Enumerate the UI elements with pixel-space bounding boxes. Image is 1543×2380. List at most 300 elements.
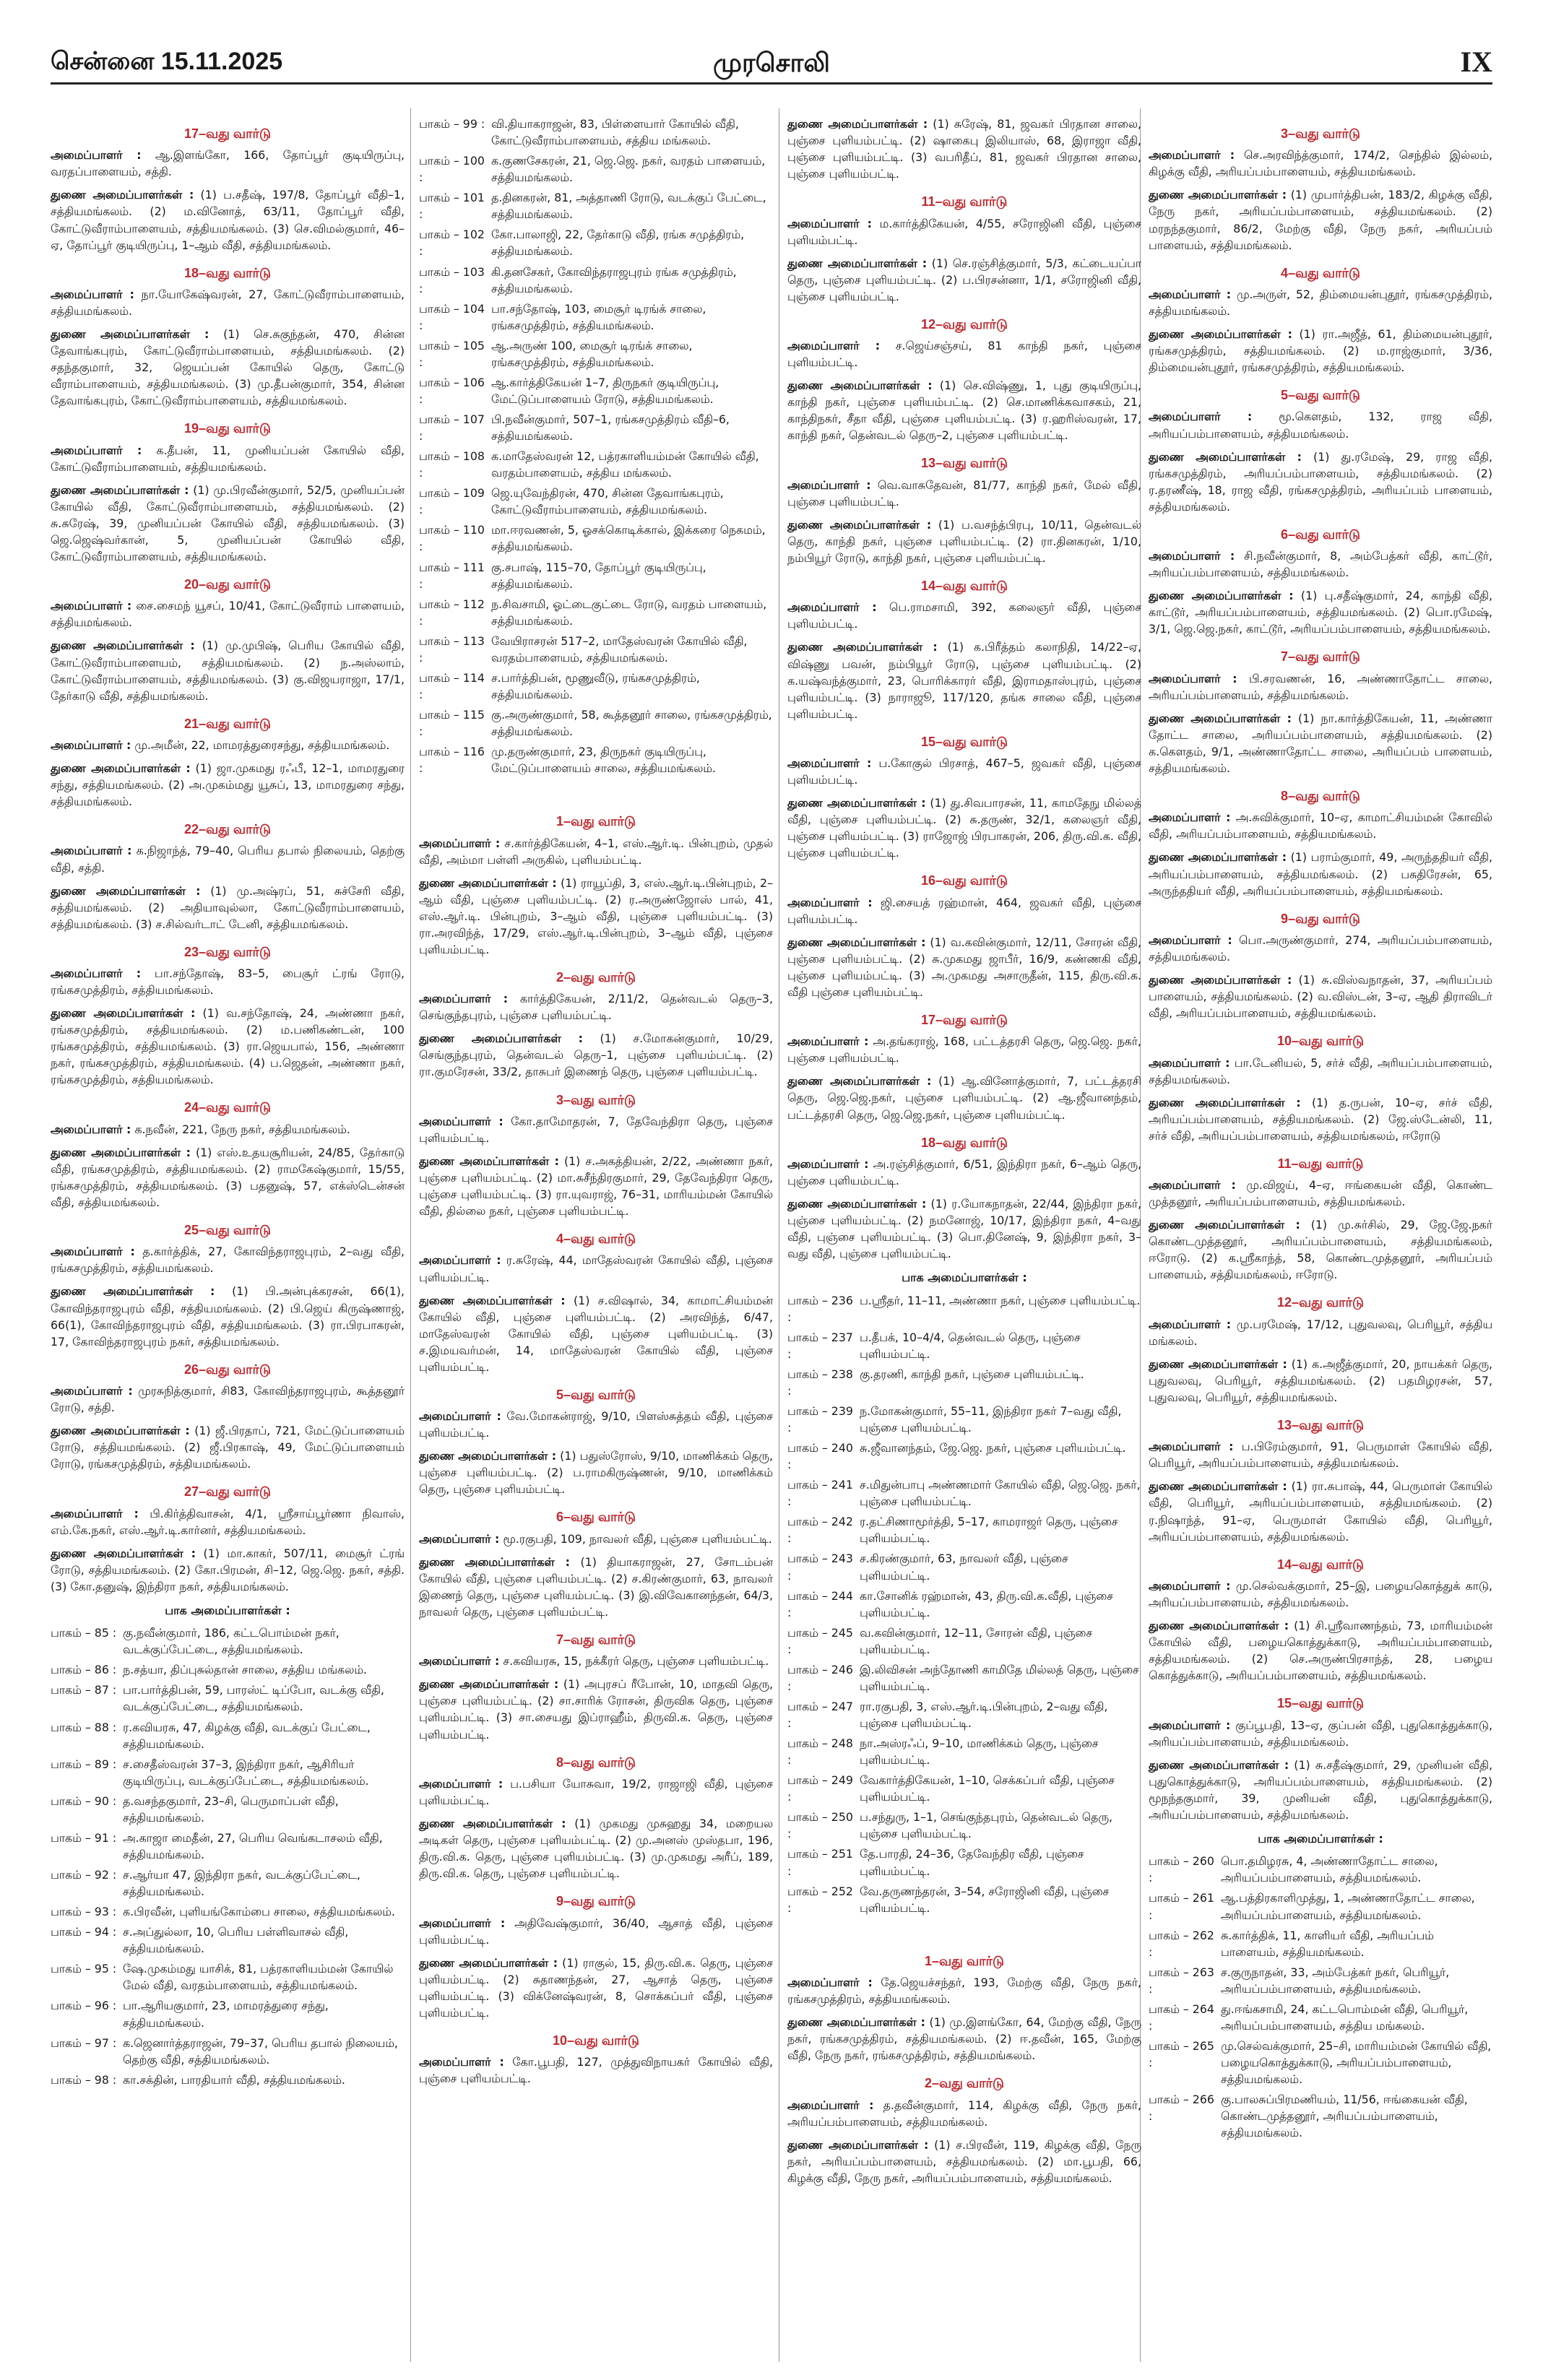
booth-entry [787,1883,1141,1916]
booth-entry [51,2072,405,2088]
ward-heading: 5–வது வார்டு [556,1387,636,1402]
booth-details: பா.ஆரியகுமார், 23, மாமரத்துரை சந்து, சத்தியமங்கலம். [123,1999,329,2030]
member-entry [1149,1578,1492,1611]
ward-heading: 12–வது வார்டு [921,316,1008,332]
role-label: அமைப்பாளர் : [1149,671,1237,685]
booth-entry [419,337,773,371]
ward-heading: 20–வது வார்டு [184,577,271,592]
booth-number: பாகம் – 91 : [51,1830,117,1845]
member-details: ம.கார்த்திகேயன், 4/55, சரோஜினி வீதி, புஞ்சை புளியம்பட்டி. [787,216,1141,247]
booth-details: ச.சைதீஸ்வரன் 37–3, இந்திரா நகர், ஆசிரியர் குடியிருப்பு, வடக்குப்பேட்டை, சத்தியமங்கலம். [123,1757,369,1788]
role-label: துணை அமைப்பாளர்கள் : [1149,1218,1300,1232]
member-entry [51,760,405,810]
booth-number: பாகம் – 240 : [787,1441,853,1472]
role-label: துணை அமைப்பாளர்கள் : [1149,589,1294,603]
booth-details: பி.நவீன்குமார், 507–1, ரங்கசமுத்திரம் வீதி–6, சத்தியமங்கலம். [491,412,730,443]
booth-number: பாகம் – 107 : [419,412,485,443]
booth-entry [419,300,773,334]
role-label: அமைப்பாளர் : [51,1245,135,1259]
booth-number: பாகம் – 104 : [419,301,485,332]
booth-number: பாகம் – 236 : [787,1293,853,1324]
role-label: அமைப்பாளர் : [1149,410,1253,424]
booth-entry [419,522,773,555]
member-entry [51,597,405,631]
booth-number: பாகம் – 101 : [419,191,485,222]
member-details: (1) வ.கவின்குமார், 12/11, சோரன் வீதி, புஞ்சை புளியம்பட்டி. (2) சு.முகமது ஜாபீர், 16/9, கண்ணகி வீதி, புஞ்சை புளியம்பட்டி. (3) அ.முகமது அசாருதீன், 115, திரு.வி.க. வீதி புஞ்சை புளியம்பட்டி. [787,935,1141,999]
booth-entry [1149,1927,1492,1960]
booth-details: கு.நவீன்குமார், 186, கட்டபொம்மன் நகர், வடக்குப்பேட்டை, சத்தியமங்கலம். [123,1626,340,1657]
role-label: அமைப்பாளர் : [1149,1718,1231,1732]
ward-heading: 19–வது வார்டு [184,421,271,436]
section-spacer [419,780,773,802]
role-label: துணை அமைப்பாளர்கள் : [419,1554,570,1569]
ward-heading: 15–வது வார்டு [1277,1696,1364,1711]
booth-entry [787,1550,1141,1583]
role-label: துணை அமைப்பாளர்கள் : [419,1955,558,1970]
booth-number: பாகம் – 244 : [787,1588,853,1619]
booth-details: அ.காஜா மைதீன், 27, பெரிய வெங்கடாசலம் வீதி, சத்தியமங்கலம். [123,1830,383,1861]
member-entry [419,1531,773,1547]
ward-heading: 8–வது வார்டு [1281,789,1360,804]
booth-details: வ.கவின்குமார், 12–11, சோரன் வீதி, புஞ்சை புளியம்பட்டி. [860,1625,1093,1656]
role-label: துணை அமைப்பாளர்கள் : [51,761,191,776]
member-entry [51,965,405,998]
member-details: (1) ர.யோகநாதன், 22/44, இந்திரா நகர், புஞ்சை புளியம்பட்டி. (2) நமனோஜ், 10/17, இந்திரா நகர், 4–வது வீதி, புஞ்சை புளியம்பட்டி. (3) பொ.தினேஷ், 9, இந்திரா நகர், 3–வது வீதி, புஞ்சை புளியம்பட்டி. [787,1197,1142,1261]
role-label: துணை அமைப்பாளர்கள் : [787,378,933,393]
role-label: அமைப்பாளர் : [51,599,132,613]
member-entry [51,482,405,565]
booth-entry [1149,1964,1492,1997]
member-entry [787,755,1141,788]
member-details: அ.தங்கராஜ், 168, பட்டத்தரசி தெரு, ஜெ.ஜெ. நகர், புஞ்சை புளியம்பட்டி. [787,1034,1141,1065]
role-label: அமைப்பாளர் : [787,339,881,353]
booth-number: பாகம் – 110 : [419,523,485,554]
member-entry [419,1448,773,1497]
member-entry [1149,1478,1492,1544]
member-details: மூ.கௌதம், 132, ராஜ வீதி, அரியப்பம்பாளையம், சத்தியமங்கலம். [1149,410,1492,441]
member-details: (1) ராகுல், 15, திரு.வி.க. தெரு, புஞ்சை புளியம்பட்டி. (2) சுதாணந்தன், 27, ஆசாத் தெரு, புஞ்சை புளியம்பட்டி. (3) விக்னேஷ்வரன், 8, சொக்கப்பர் வீதி, புஞ்சை புளியம்பட்டி. [419,1955,773,2020]
ward-heading: 24–வது வார்டு [184,1100,271,1115]
ward-heading: 9–வது வார்டு [556,1894,636,1909]
booth-details: கு.பாலசுப்பிரமணியம், 11/56, ஈங்கையன் வீதி, கொண்டமுத்தனூர், அரியப்பம்பாளையம், சத்தியமங்கலம். [1221,2093,1468,2140]
ward-heading: 3–வது வார்டு [556,1092,636,1107]
booth-entry [1149,2091,1492,2141]
member-details: (1) சி.ஸ்ரீவாணந்தம், 73, மாரியம்மன் கோயில் வீதி, பழையகொத்துக்காடு, அரியப்பம்பாளையம், சத்தியமங்கலம். (2) செ.அருண்பிரசாந்த், 28, பழைய கொத்துக்காடு, அரியப்பம்பாளையம், சத்தியமங்கலம். [1149,1619,1492,1683]
booth-number: பாகம் – 115 : [419,708,485,739]
booth-entry [419,116,773,149]
booth-entry [1149,1890,1492,1923]
booth-entry [419,374,773,407]
member-entry [51,637,405,704]
member-details: கார்த்திகேயன், 2/11/2, தென்வடல் தெரு–3, செங்குந்தபுரம், புஞ்சை புளியம்பட்டி. [419,992,773,1023]
ward-heading: 26–வது வார்டு [184,1362,271,1377]
column-3 [787,116,1141,2193]
member-details: ச.கார்த்திகேயன், 4–1, எஸ்.ஆர்.டி. பின்புறம், முதல் வீதி, அம்மா பள்ளி அருகில், புளியம்பட்டி. [419,836,773,867]
booth-entry [419,448,773,481]
booth-entry [419,226,773,259]
booth-number: பாகம் – 243 : [787,1552,853,1583]
booth-details: வே.தருணந்தரன், 3–54, சரோஜினி வீதி, புஞ்சை புளியம்பட்டி. [860,1884,1110,1915]
member-entry [787,639,1141,722]
booth-number: பாகம் – 251 : [787,1847,853,1878]
member-entry [1149,1216,1492,1283]
booth-details: க.மாதேஸ்வரன் 12, பத்ரகாளியம்மன் கோயில் வீதி, வரதம்பாளையம், சத்திய மங்கலம். [491,449,759,480]
member-details: (1) ச.மோகன்குமார், 10/29, செங்குந்தபுரம், தென்வடல் தெரு–1, புஞ்சை புளியம்பட்டி. (2) ரா.குமரேசன், 33/2, தாசுபர் இணைந் தெரு, புஞ்சை புளியம்பட்டி. [419,1031,773,1079]
member-details: மு.அருள், 52, திம்மையன்புதூர், ரங்கசமுத்திரம், சத்தியமங்கலம். [1149,287,1492,318]
booth-details: ஆ.அருண் 100, மைசூர் டிரங்க் சாலை, ரங்கசமுத்திரம், சத்தியமங்கலம். [491,338,693,369]
member-details: பா.சந்தோஷ், 83–5, பைசூர் ட்ரங் ரோடு, ரங்கசமுத்திரம், சத்தியமங்கலம். [51,966,405,998]
member-entry [1149,587,1492,637]
role-label: அமைப்பாளர் : [51,1122,131,1136]
role-label: அமைப்பாளர் : [1149,1178,1236,1193]
booth-entry [51,1830,405,1863]
booth-number: பாகம் – 266 : [1149,2093,1214,2124]
section-heading: பாக அமைப்பாளர்கள் : [165,1603,290,1617]
booth-details: ஷே.முகம்மது யாசிக், 81, பத்ரகாளியம்மன் கோயில் மேல் வீதி, வரதம்பாளையம், சத்தியமங்கலம். [123,1962,394,1993]
booth-entry [419,743,773,776]
ward-heading: 22–வது வார்டு [184,822,271,837]
role-label: அமைப்பாளர் : [1149,1578,1231,1593]
member-entry [51,1505,405,1539]
member-details: பொ.அருண்குமார், 274, அரியப்பம்பாளையம், சத்தியமங்கலம். [1149,932,1492,964]
role-label: அமைப்பாளர் : [1149,932,1232,947]
booth-number: பாகம் – 97 : [51,2035,117,2050]
member-details: (1) பதுஸ்ரோஸ், 9/10, மாணிக்கம் தெரு, புஞ்சை புளியம்பட்டி. (2) ப.ராமகிருஷ்ணன், 9/10, மாணிக்கம் தெரு, புஞ்சை புளியம்பட்டி. [419,1449,773,1497]
booth-entry [419,559,773,592]
member-entry [1149,1094,1492,1144]
member-entry [51,1382,405,1416]
role-label: துணை அமைப்பாளர்கள் : [787,117,928,131]
booth-number: பாகம் – 100 : [419,154,485,185]
member-details: மூ.ரகுபதி, 109, நாவலர் வீதி, புஞ்சை புளியம்பட்டி. [499,1531,772,1546]
ward-heading: 5–வது வார்டு [1281,388,1360,403]
ward-heading: 18–வது வார்டு [184,265,271,280]
booth-entry [51,1997,405,2030]
member-entry [419,1653,773,1669]
role-label: துணை அமைப்பாளர்கள் : [787,2015,925,2030]
member-entry [787,934,1141,1000]
booth-number: பாகம் – 108 : [419,449,485,480]
booth-number: பாகம் – 106 : [419,375,485,406]
booth-number: பாகம் – 86 : [51,1663,117,1677]
role-label: துணை அமைப்பாளர்கள் : [787,2137,929,2152]
booth-number: பாகம் – 92 : [51,1868,117,1882]
member-entry [1149,710,1492,776]
booth-entry [51,2035,405,2068]
member-entry [787,215,1141,248]
member-details: க.நிஜாந்த், 79–40, பெரிய தபால் நிலையம், தெற்கு வீதி, சத்தி. [51,844,405,875]
member-details: பி.கிர்த்திவாசன், 4/1, ஸ்ரீசாய்பூர்ணா நிவாஸ், எம்.கே.நகர், எஸ்.ஆர்.டி.கார்னர், சத்தியமங்கலம். [51,1506,405,1537]
member-entry [51,1121,405,1138]
member-entry [51,442,405,475]
booth-number: பாகம் – 247 : [787,1699,853,1731]
booth-entry [787,1588,1141,1621]
member-details: (1) செ.ரஞ்சித்குமார், 5/3, கட்டையப்பா தெரு, புஞ்சை புளியம்பட்டி. (2) ப.பிரசன்னா, 1/1, சரோஜினி வீதி, புஞ்சை புளியம்பட்டி. [787,256,1141,303]
column-divider [410,108,411,2362]
member-entry [787,795,1141,861]
member-entry [787,377,1141,443]
ward-heading: 4–வது வார்டு [556,1232,636,1247]
member-details: கோ.தாமோதரன், 7, தேவேந்திரா தெரு, புஞ்சை புளியம்பட்டி. [419,1114,773,1145]
role-label: அமைப்பாளர் : [787,1976,873,1989]
member-entry [1149,1055,1492,1088]
booth-entry [419,485,773,518]
booth-number: பாகம் – 94 : [51,1925,117,1939]
member-details: (1) ப.சதீஷ், 197/8, தோப்பூர் வீதி–1, சத்தியமங்கலம். (2) ம.வினோத், 63/11, தோப்பூர் வீதி, கோட்டுவீராம்பாளையம், சத்தியமங்கலம். (3) செ.விமல்குமார், 46–ஏ, தோப்பூர் குடியிருப்பு, 1–ஆம் வீதி, சத்தியமங்கலம். [51,188,405,252]
ward-heading: 13–வது வார்டு [1277,1418,1364,1433]
header-rule [51,82,1492,85]
member-details: (1) எஸ்.உதயசூரியன், 24/85, தேர்காடு வீதி, ரங்கசமுத்திரம், சத்தியமங்கலம். (2) ராமகேஷ்குமார், 15/55, ரங்கசமுத்திரம், சத்தியமங்கலம். (3) பதனுஷ், 57, எக்ஸ்டென்சன் வீதி, சத்தியமங்கலம். [51,1145,405,1209]
booth-entry [787,1735,1141,1768]
member-details: மு.விஜய், 4–ஏ, ஈங்கையன் வீதி, கொண்ட முத்தனூர், அரியப்பம்பாளையம், சத்தியமங்கலம். [1149,1178,1492,1209]
role-label: துணை அமைப்பாளர்கள் : [1149,1619,1289,1633]
booth-details: மு.செல்வக்குமார், 25–சி, மாரியம்மன் கோயில் வீதி, பழையகொத்துக்காடு, அரியப்பம்பாளையம், சத்தியமங்கலம். [1221,2038,1492,2087]
booth-details: கா.சோனிக் ரஹ்மான், 43, திரு.வி.க.வீதி, புஞ்சை புளியம்பட்டி. [860,1588,1113,1619]
booth-entry [419,596,773,629]
member-details: (1) து.சிவபாரசன், 11, காமதேநு மில்லத் வீதி, புஞ்சை புளியம்பட்டி. (2) சு.தருண், 32/1, கலைஞர் வீதி, புஞ்சை புளியம்பட்டி. (3) ராஜோஜ் பிரபாகரன், 206, திரு.வி.க. வீதி, புஞ்சை புளியம்பட்டி. [787,796,1141,860]
booth-details: பா.சந்தோஷ், 103, மைசூர் டிரங்க் சாலை, ரங்கசமுத்திரம், சத்தியமங்கலம். [491,301,706,332]
ward-heading: 12–வது வார்டு [1277,1295,1364,1310]
member-details: ர.சுரேஷ், 44, மாதேஸ்வரன் கோயில் வீதி, புஞ்சை புளியம்பட்டி. [419,1253,773,1284]
role-label: துணை அமைப்பாளர்கள் : [1149,850,1287,865]
booth-number: பாகம் – 114 : [419,670,485,701]
booth-number: பாகம் – 95 : [51,1962,117,1976]
role-label: அமைப்பாளர் : [419,1114,503,1128]
member-details: நா.யோகேஷ்வரன், 27, கோட்டுவீராம்பாளையம், சத்தியமங்கலம். [51,287,405,318]
booth-number: பாகம் – 237 : [787,1330,853,1361]
booth-entry [787,1698,1141,1731]
booth-number: பாகம் – 260 : [1149,1854,1214,1885]
member-details: ப.பிரேம்குமார், 91, பெருமாள் கோயில் வீதி, பெரியூர், அரியப்பம்பாளையம், சத்தியமங்கலம். [1149,1440,1493,1471]
member-details: ச.கவியரசு, 15, நக்கீரர் தெரு, புஞ்சை புளியம்பட்டி. [499,1654,769,1669]
booth-number: பாகம் – 250 : [787,1810,853,1841]
ward-heading: 18–வது வார்டு [921,1135,1008,1150]
member-details: (1) ப.வசந்த்பிரபு, 10/11, தென்வடல் தெரு, காந்தி நகர், புஞ்சை புளியம்பட்டி. (2) ரா.தினகரன், 1/10, நம்பியூர் ரோடு, காந்தி நகர், புஞ்சை புளியம்பட்டி. [787,517,1141,565]
booth-details: வேகார்த்திகேயன், 1–10, செக்கப்பர் வீதி, புஞ்சை புளியம்பட்டி. [860,1773,1115,1804]
member-entry [419,1408,773,1441]
member-entry [787,116,1141,182]
member-details: அ.ரஞ்சித்குமார், 6/51, இந்திரா நகர், 6–ஆம் தெரு, புஞ்சை புளியம்பட்டி. [787,1156,1141,1187]
role-label: துணை அமைப்பாளர்கள் : [1149,1095,1301,1109]
booth-entry [419,189,773,222]
role-label: அமைப்பாளர் : [787,2098,874,2112]
member-entry [419,835,773,868]
ward-heading: 4–வது வார்டு [1281,265,1360,280]
ward-heading: 6–வது வார்டு [556,1510,636,1525]
booth-entry [51,1719,405,1752]
member-entry [1149,972,1492,1021]
ward-heading: 10–வது வார்டு [553,2033,639,2048]
ward-heading: 17–வது வார்டு [921,1013,1008,1028]
role-label: அமைப்பாளர் : [787,756,872,771]
booth-details: சு.கார்த்திக், 11, காளியர் வீதி, அரியப்பம் பாளையம், சத்தியமங்கலம். [1221,1928,1434,1959]
role-label: அமைப்பாளர் : [1149,810,1231,825]
ward-heading: 1–வது வார்டு [556,814,636,829]
booth-details: க.பிரவீன், புளியங்கோம்பை சாலை, சத்தியமங்கலம். [123,1905,395,1919]
ward-heading: 16–வது வார்டு [921,873,1008,888]
role-label: அமைப்பாளர் : [51,1506,139,1520]
newspaper-title: முரசொலி [713,48,830,77]
masthead [0,0,1543,79]
booth-number: பாகம் – 88 : [51,1720,117,1734]
member-entry [51,1545,405,1595]
booth-entry [1149,1853,1492,1886]
member-details: க.தீபன், 11, முனியப்பன் கோயில் வீதி, கோட்டுவீராம்பாளையம், சத்தியமங்கலம். [51,443,405,474]
booth-details: ச.மிதுன்பாபு அண்ணமார் கோயில் வீதி, ஜெ.ஜெ. நகர், புஞ்சை புளியம்பட்டி. [860,1478,1141,1509]
booth-entry [787,1845,1141,1879]
member-entry [419,1775,773,1809]
member-details: குப்பூபதி, 13–ஏ, குப்பன் வீதி, புதுகொத்துக்காடு, அரியப்பம்பாளையம், சத்தியமங்கலம். [1149,1718,1492,1749]
section-heading: பாக அமைப்பாளர்கள் : [1258,1831,1383,1845]
member-entry [51,1144,405,1211]
role-label: அமைப்பாளர் : [787,1034,869,1049]
member-details: (1) சு.விஸ்வநாதன், 37, அரியப்பம் பாளையம், சத்தியமங்கலம். (2) வ.விஸ்டன், 3–ஏ, ஆதி திராவிடர் வீதி, அரியப்பம்பாளையம், சத்தியமங்கலம். [1149,973,1492,1021]
role-label: அமைப்பாளர் : [1149,287,1232,301]
booth-entry [51,1756,405,1789]
booth-number: பாகம் – 99 : [419,117,485,131]
booth-number: பாகம் – 96 : [51,1999,117,2013]
booth-entry [51,1793,405,1826]
booth-entry [787,1809,1141,1842]
role-label: துணை அமைப்பாளர்கள் : [419,1817,566,1830]
member-entry [1149,1438,1492,1471]
booth-entry [787,1366,1141,1399]
ward-heading: 25–வது வார்டு [184,1223,271,1238]
member-entry [1149,1757,1492,1823]
member-details: அ.சுவிக்குமார், 10–ஏ, காமாட்சியம்மன் கோவில் வீதி, அரியப்பம்பாளையம், சத்தியமங்கலம். [1149,810,1492,841]
member-entry [1149,1617,1492,1684]
booth-number: பாகம் – 111 : [419,560,485,591]
member-details: (1) முபார்த்திபன், 183/2, கிழக்கு வீதி, நேரு நகர், அரியப்பம்பாளையம், சத்தியமங்கலம். (2) மரநந்தகுமார், 86/2, மேற்கு வீதி, நேரு நகர், அரியப்பம் பாளையம், சத்தியமங்கலம். [1149,188,1492,252]
member-entry [51,1243,405,1276]
member-details: ப.கோகுல் பிரசாத், 467–5, ஜவகர் வீதி, புஞ்சை புளியம்பட்டி. [787,756,1141,787]
booth-details: ரா.ரகுபதி, 3, எஸ்.ஆர்.டி.பின்புறம், 2–வது வீதி, புஞ்சை புளியம்பட்டி. [860,1699,1108,1731]
booth-number: பாகம் – 98 : [51,2072,117,2087]
role-label: அமைப்பாளர் : [419,1916,506,1930]
member-entry [787,894,1141,927]
member-entry [1149,1356,1492,1406]
member-entry [787,255,1141,305]
member-entry [1149,449,1492,515]
booth-entry [787,1403,1141,1436]
member-details: தே.ஜெயச்சந்தர், 193, மேற்கு வீதி, நேரு நகர், ரங்கசமுத்திரம், சத்தியமங்கலம். [787,1976,1141,2007]
ward-heading: 14–வது வார்டு [1277,1557,1364,1572]
booth-details: ப.தீபக், 10–4/4, தென்வடல் தெரு, புஞ்சை புளியம்பட்டி. [860,1330,1081,1361]
role-label: துணை அமைப்பாளர்கள் : [419,1154,559,1168]
ward-heading: 23–வது வார்டு [184,944,271,959]
role-label: துணை அமைப்பாளர்கள் : [51,327,209,342]
role-label: துணை அமைப்பாளர்கள் : [51,1006,196,1021]
ward-heading: 27–வது வார்டு [184,1484,271,1500]
ward-heading: 7–வது வார்டு [556,1632,636,1648]
booth-details: க.குணசேகரன், 21, ஜெ.ஜெ. நகர், வரதம் பாளையம், சத்தியமங்கலம். [491,154,766,185]
ward-heading: 8–வது வார்டு [556,1754,636,1770]
member-details: (1) சு.சதீஷ்குமார், 29, முனியன் வீதி, புதுகொத்துக்காடு, அரியப்பம்பாளையம், சத்தியமங்கலம். (2) மூநந்தகுமார், 39, முனியன் வீதி, புதுகொத்துக்காடு, அரியப்பம்பாளையம், சத்தியமங்கலம். [1149,1757,1492,1822]
member-entry [419,1955,773,2021]
role-label: அமைப்பாளர் : [51,1383,133,1398]
booth-number: பாகம் – 263 : [1149,1965,1214,1996]
booth-entry [787,1292,1141,1325]
booth-number: பாகம் – 238 : [787,1367,853,1398]
member-entry [419,1153,773,1219]
booth-entry [51,1682,405,1715]
member-entry [1149,809,1492,842]
booth-number: பாகம் – 103 : [419,264,485,295]
member-entry [787,2014,1141,2064]
member-entry [419,1554,773,1620]
member-entry [419,1676,773,1742]
role-label: அமைப்பாளர் : [419,1253,501,1268]
role-label: அமைப்பாளர் : [1149,1440,1234,1454]
booth-number: பாகம் – 246 : [787,1662,853,1693]
member-entry [787,599,1141,632]
member-entry [1149,408,1492,441]
role-label: துணை அமைப்பாளர்கள் : [51,1284,215,1299]
role-label: துணை அமைப்பாளர்கள் : [419,1031,583,1046]
booth-details: மா.ஈரவணன், 5, ஓசக்கொடிக்கால், இக்கரை நெகமம், சத்தியமங்கலம். [491,523,766,554]
booth-number: பாகம் – 109 : [419,486,485,517]
member-details: ஜி.சையத் ரஹ்மான், 464, ஜவகர் வீதி, புஞ்சை புளியம்பட்டி. [787,895,1141,926]
member-entry [419,1915,773,1948]
booth-entry [419,706,773,740]
booth-number: பாகம் – 241 : [787,1478,853,1509]
member-details: (1) மு.அஷ்ரப், 51, சுச்சேரி வீதி, சத்தியமங்கலம். (2) அதியாவுல்லா, கோட்டுவீராம்பாளையம், சத்தியமங்கலம். (3) ச.சில்வர்டாட் டேனி, சத்தியமங்கலம். [51,883,405,931]
booth-entry [51,1903,405,1920]
section-spacer [787,1920,1141,1942]
booth-details: ச.அப்துல்லா, 10, பெரிய பள்ளிவாசல் வீதி, சத்தியமங்கலம். [123,1925,349,1956]
booth-entry [51,1661,405,1678]
booth-number: பாகம் – 93 : [51,1905,117,1919]
booth-entry [1149,2038,1492,2087]
member-entry [1149,1717,1492,1750]
member-details: சி.நவீன்குமார், 8, அம்பேத்கர் வீதி, காட்டூர், அரியப்பம்பாளையம், சத்தியமங்கலம். [1149,549,1492,580]
booth-details: ஆ.கார்த்திகேயன் 1–7, திருநகர் குடியிருப்பு, மேட்டுப்பாளையம் ரோடு, சத்தியமங்கலம். [491,375,719,406]
role-label: அமைப்பாளர் : [787,1156,869,1171]
ward-heading: 9–வது வார்டு [1281,911,1360,926]
role-label: அமைப்பாளர் : [51,737,131,752]
role-label: துணை அமைப்பாளர்கள் : [51,188,194,202]
member-entry [419,1252,773,1285]
member-details: வே.மோகன்ராஜ், 9/10, பிளஸ்சுத்தம் வீதி, புஞ்சை புளியம்பட்டி. [419,1409,773,1440]
booth-details: தே.பாரதி, 24–36, தேவேந்திர வீதி, புஞ்சை புளியம்பட்டி. [860,1847,1084,1878]
role-label: துணை அமைப்பாளர்கள் : [787,517,932,532]
booth-details: ர.தட்சிணாமூர்த்தி, 5–17, காமராஜர் தெரு, புஞ்சை புளியம்பட்டி. [860,1515,1118,1546]
booth-number: பாகம் – 85 : [51,1626,117,1640]
member-details: (1) மு.சுர்சில், 29, ஜே.ஜே.நகர் கொண்டமுத்தனூர், அரியப்பம்பாளையம், சத்தியமங்கலம், ஈரோடு. (2) க.ஸ்ரீகாந்த், 58, கொண்டமுத்தனூர், அரியப்பம் பாளையம், சத்தியமங்கலம், ஈரோடு. [1149,1218,1492,1282]
booth-entry [51,1624,405,1658]
role-label: அமைப்பாளர் : [51,287,134,301]
role-label: அமைப்பாளர் : [51,443,142,457]
role-label: அமைப்பாளர் : [419,836,501,850]
ward-heading: 15–வது வார்டு [921,734,1008,749]
role-label: துணை அமைப்பாளர்கள் : [1149,1757,1289,1772]
role-label: அமைப்பாளர் : [419,2055,504,2069]
booth-details: ந.சிவசாமி, ஓட்டைகுட்டை ரோடு, வரதம் பாளையம், சத்தியமங்கலம். [491,597,767,628]
member-details: முரசுநித்குமார், சி83, கோவிந்தராஜபுரம், கூத்தனூர் ரோடு, சத்தி. [51,1383,405,1415]
member-details: (1) ச.அகத்தியன், 2/22, அண்ணா நகர், புஞ்சை புளியம்பட்டி. (2) மா.சுசீந்திரகுமார், 29, தேவேந்திரா தெரு, புஞ்சை புளியம்பட்டி. (3) ரா.யுவராஜ், 76–31, மாரியம்மன் கோயில் வீதி, தில்லை நகர், புஞ்சை புளியம்பட்டி. [419,1154,773,1219]
role-label: துணை அமைப்பாளர்கள் : [1149,1479,1287,1494]
role-label: துணை அமைப்பாளர்கள் : [51,883,201,898]
member-entry [787,1974,1141,2007]
section-heading: பாக அமைப்பாளர்கள் : [902,1271,1027,1285]
role-label: துணை அமைப்பாளர்கள் : [1149,1356,1287,1371]
ward-heading: 2–வது வார்டு [556,969,636,985]
member-details: (1) மு.முபிஷ், பெரிய கோயில் வீதி, கோட்டுவீராம்பாளையம், சத்தியமங்கலம். (2) ந.அஸ்லாம், கோட்டுவீராம்பாளையம், சத்தியமங்கலம். (3) கு.விஜயராஜா, 17/1, தேர்காடு வீதி, சத்தியமங்கலம். [51,639,405,703]
member-details: (1) க.அஜீத்குமார், 20, நாயக்கர் தெரு, புதுவலவு, பெரியூர், சத்தியமங்கலம். (2) பதமிழரசன், 57, புதுவலவு, பெரியூர், சத்தியமங்கலம். [1149,1356,1492,1404]
member-details: (1) க.பிரீத்தம் கலாநிதி, 14/22–ஏ, விஷ்ணு பவன், நம்பியூர் ரோடு, புஞ்சை புளியம்பட்டி. (2) க.யஷ்வந்த்குமார், 23, பொரிக்காரர் வீதி, இராமதாஸ்புரம், புஞ்சை புளியம்பட்டி. (3) நாராஜூ, 117/120, தங்க சாலை வீதி, புஞ்சை புளியம்பட்டி. [787,640,1141,721]
role-label: துணை அமைப்பாளர்கள் : [1149,188,1287,202]
booth-details: ஜெ.யுவேந்திரன், 470, சின்ன தேவாங்கபுரம், கோட்டுவீராம்பாளையம், சத்தியமங்கலம். [491,486,724,517]
